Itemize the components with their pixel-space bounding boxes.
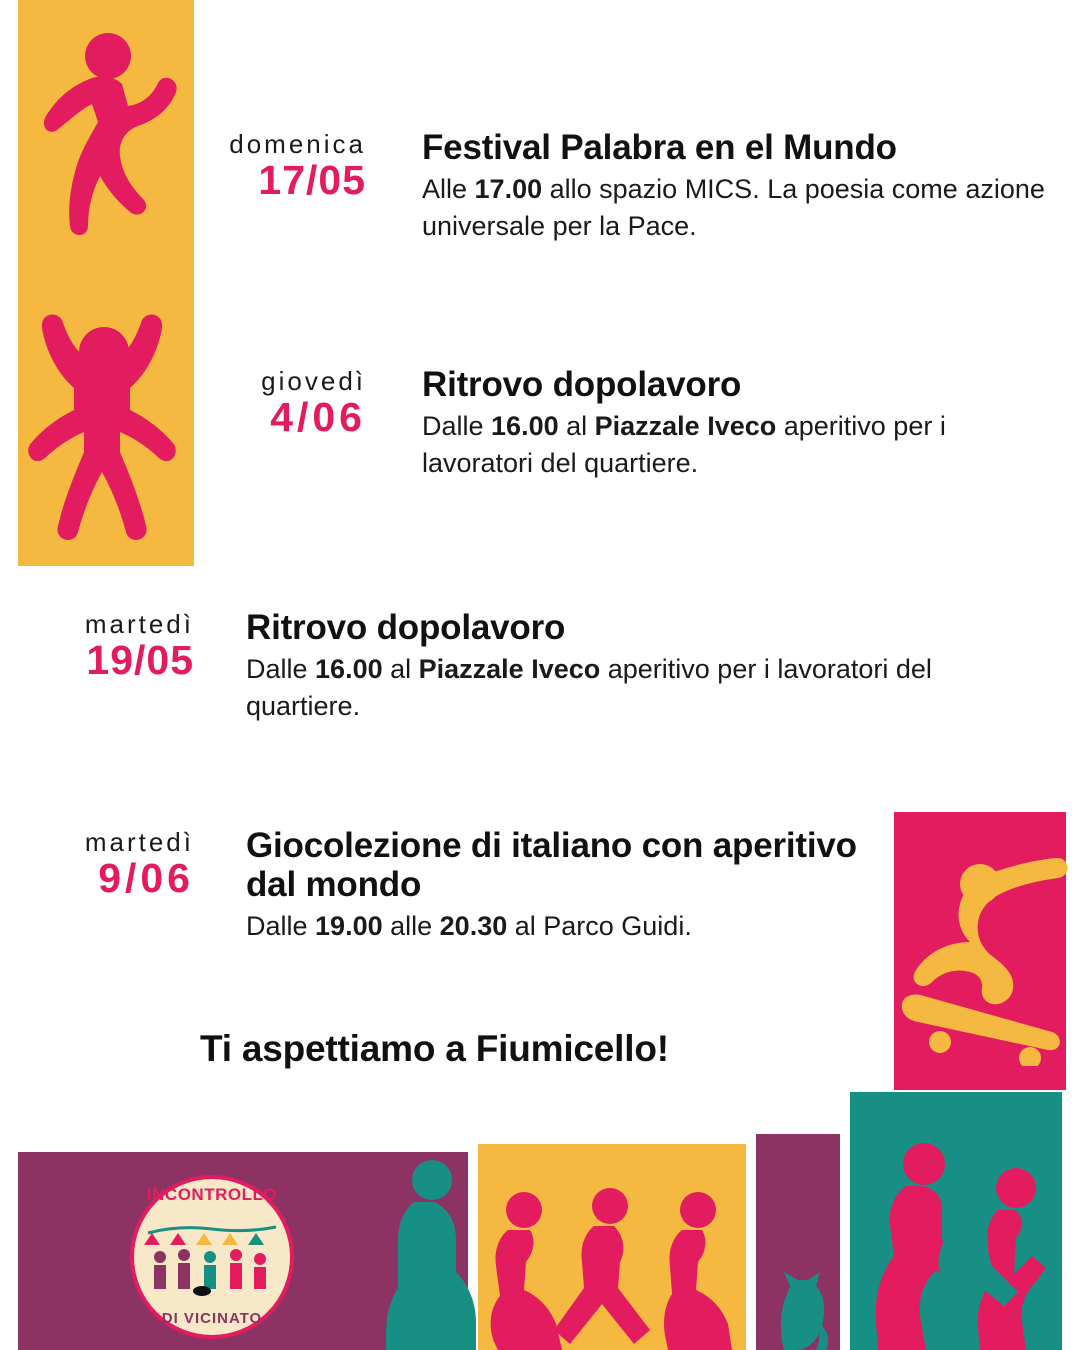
teal-sitting-figure-illustration xyxy=(380,1152,490,1350)
event-row xyxy=(18,608,1028,724)
event-date: 17/05 xyxy=(258,156,366,203)
event-description: Dalle 16.00 al Piazzale Iveco aperitivo per i lavoratori del quartiere. xyxy=(246,654,932,721)
logo xyxy=(130,1175,294,1339)
event-weekday: martedì xyxy=(84,609,194,639)
event-text-block xyxy=(246,826,898,945)
jumping-figure-illustration xyxy=(18,300,188,545)
event-weekday: giovedì xyxy=(261,366,366,396)
event-description: Alle 17.00 allo spazio MICS. La poesia come azione universale per la Pace. xyxy=(422,174,1045,241)
logo-top-text: INCONTROLLO xyxy=(146,1185,278,1204)
event-description: Dalle 16.00 al Piazzale Iveco aperitivo per i lavoratori del quartiere. xyxy=(422,411,946,478)
pink-seated-figures-illustration xyxy=(484,1184,740,1350)
event-title: Ritrovo dopolavoro xyxy=(422,365,742,404)
dancing-figure-illustration xyxy=(30,30,180,260)
event-text-block xyxy=(246,608,1028,724)
pink-teal-walking-figures-illustration xyxy=(856,1130,1062,1350)
closing-line: Ti aspettiamo a Fiumicello! xyxy=(200,1028,669,1069)
event-weekday: martedì xyxy=(84,827,194,857)
skateboarder-illustration xyxy=(884,836,1080,1066)
event-title: Ritrovo dopolavoro xyxy=(246,608,566,647)
event-date-block xyxy=(18,826,194,900)
event-date: 4/06 xyxy=(270,393,366,440)
event-date: 19/05 xyxy=(86,636,194,683)
event-title: Giocolezione di italiano con aperitivo dal mondo xyxy=(246,826,857,905)
event-description: Dalle 19.00 alle 20.30 al Parco Guidi. xyxy=(246,911,692,942)
event-row xyxy=(196,128,1056,244)
event-text-block xyxy=(422,365,1056,481)
logo-figures-icon xyxy=(144,1223,280,1297)
event-weekday: domenica xyxy=(229,129,366,159)
logo-bottom-text: DI VICINATO xyxy=(161,1310,263,1327)
event-title: Festival Palabra en el Mundo xyxy=(422,128,897,167)
event-text-block xyxy=(422,128,1056,244)
event-date: 9/06 xyxy=(98,854,194,901)
event-date-block xyxy=(196,128,366,202)
event-date-block xyxy=(196,365,366,439)
event-row xyxy=(196,365,1056,481)
teal-cat-illustration xyxy=(770,1270,832,1350)
event-row xyxy=(18,826,898,945)
event-date-block xyxy=(18,608,194,682)
